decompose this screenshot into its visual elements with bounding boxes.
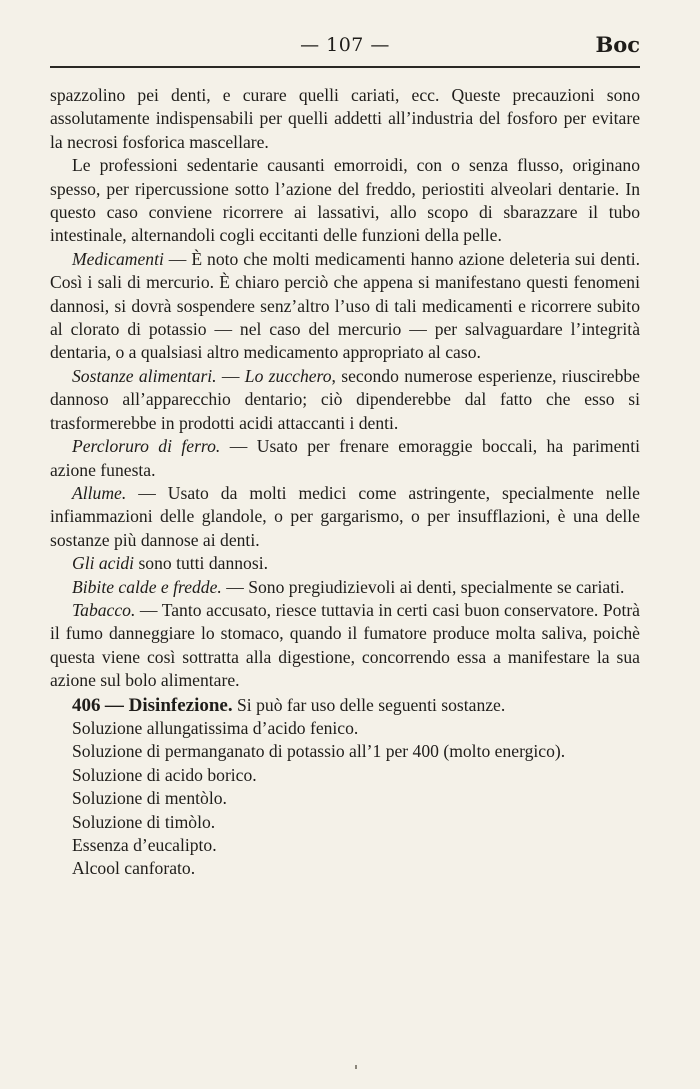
paragraph-allume [50, 482, 640, 552]
paragraph-professioni [50, 154, 640, 248]
paragraph-dash: — [216, 365, 245, 386]
section-heading [50, 694, 640, 717]
paragraph-text: — Usato da molti medici come astringente, specialmente nelle infiammazioni delle glandole, o per gargarismo, o per insufflazioni, è una delle sostanze più dannose ai denti. [50, 482, 640, 550]
paragraph-lead: Percloruro di ferro. [72, 436, 221, 457]
paragraph-lead: Allume. [72, 482, 127, 503]
body-text [50, 84, 640, 881]
paragraph-percloruro [50, 435, 640, 482]
paragraph-medicamenti [50, 248, 640, 365]
paragraph-text: — Sono pregiudizievoli ai denti, specialmente se cariati. [221, 576, 625, 597]
section-text: Si può far uso delle seguenti sostanze. [232, 694, 506, 715]
paragraph-lead: Sostanze alimentari. [72, 365, 217, 386]
paragraph-text: — È noto che molti medicamenti hanno azione deleteria sui denti. Così i sali di mercurio. È chiaro perciò che appena si manifestano questi fenomeni dannosi, si dovrà sospendere senz’altro l’uso di tali medicamenti e ricorrere subito al clorato di potassio — nel caso del mercurio — per salvaguardare l’integrità dentaria, o a qualsiasi altro medicamento appropriato al caso. [50, 248, 640, 363]
paragraph-lead: Medicamenti [72, 248, 164, 269]
page-number: — 107 — [300, 34, 390, 56]
section-title: — Disinfezione. [104, 694, 233, 716]
print-speck [355, 1065, 357, 1069]
paragraph-text: Le professioni sedentarie causanti emorroidi, con o senza flusso, originano spesso, per ripercussione sotto l’azione del freddo, periostiti alveolari dentarie. In questo caso conviene ricorrere ai lassativi, allo scopo di sbarazzare il tubo intestinale, alternandoli cogli eccitanti delle funzioni della pelle. [50, 155, 640, 246]
paragraph-acidi [50, 552, 640, 575]
paragraph-tabacco [50, 599, 640, 693]
paragraph-sostanze-alimentari [50, 365, 640, 435]
paragraph-lead: Tabacco. [72, 599, 136, 620]
list-item: Alcool canforato. [72, 858, 196, 879]
list-item: Essenza d’eucalipto. [72, 835, 217, 855]
paragraph-text: — Usato per frenare emoraggie boccali, ha parimenti azione funesta. [50, 436, 640, 480]
paragraph-text: , secondo numerose esperienze, riuscirebbe dannoso all’apparecchio dentario; ciò dipenderebbe dal fatto che esso si trasformerebbe in prodotti acidi attaccanti i denti. [50, 365, 640, 433]
paragraph-lead: Gli acidi [72, 553, 135, 574]
paragraph-lead: Bibite calde e fredde. [72, 576, 222, 597]
paragraph-text: — Tanto accusato, riesce tuttavia in certi casi buon conservatore. Potrà il fumo danneggiare lo stomaco, quando il fumatore produce molta saliva, poichè questa viene così sottratta alla digestione, concorrendo essa a manifestare la sua azione sul bolo alimentare. [50, 599, 640, 691]
paragraph-text: spazzolino pei denti, e curare quelli cariati, ecc. Queste precauzioni sono assolutamente indispensabili per quelli addetti all’industria del fosforo per evitare la necrosi fosforica mascellare. [50, 85, 640, 152]
paragraph-continuation [50, 84, 640, 154]
running-head: Boc [595, 32, 640, 57]
paragraph-text: sono tutti dannosi. [134, 553, 268, 574]
list-item: Soluzione allungatissima d’acido fenico. [72, 717, 359, 738]
section-number: 406 [72, 694, 101, 716]
paragraph-lead-2: Lo zucchero [244, 365, 332, 386]
list-item: Soluzione di mentòlo. [72, 788, 227, 809]
paragraph-bibite [50, 576, 640, 599]
list-item: Soluzione di acido borico. [72, 764, 257, 785]
list-item: Soluzione di timòlo. [72, 811, 216, 832]
page-header [50, 30, 640, 66]
list-item: Soluzione di permanganato di potassio all’1 per 400 (molto energico). [72, 741, 566, 762]
header-rule [50, 66, 640, 68]
